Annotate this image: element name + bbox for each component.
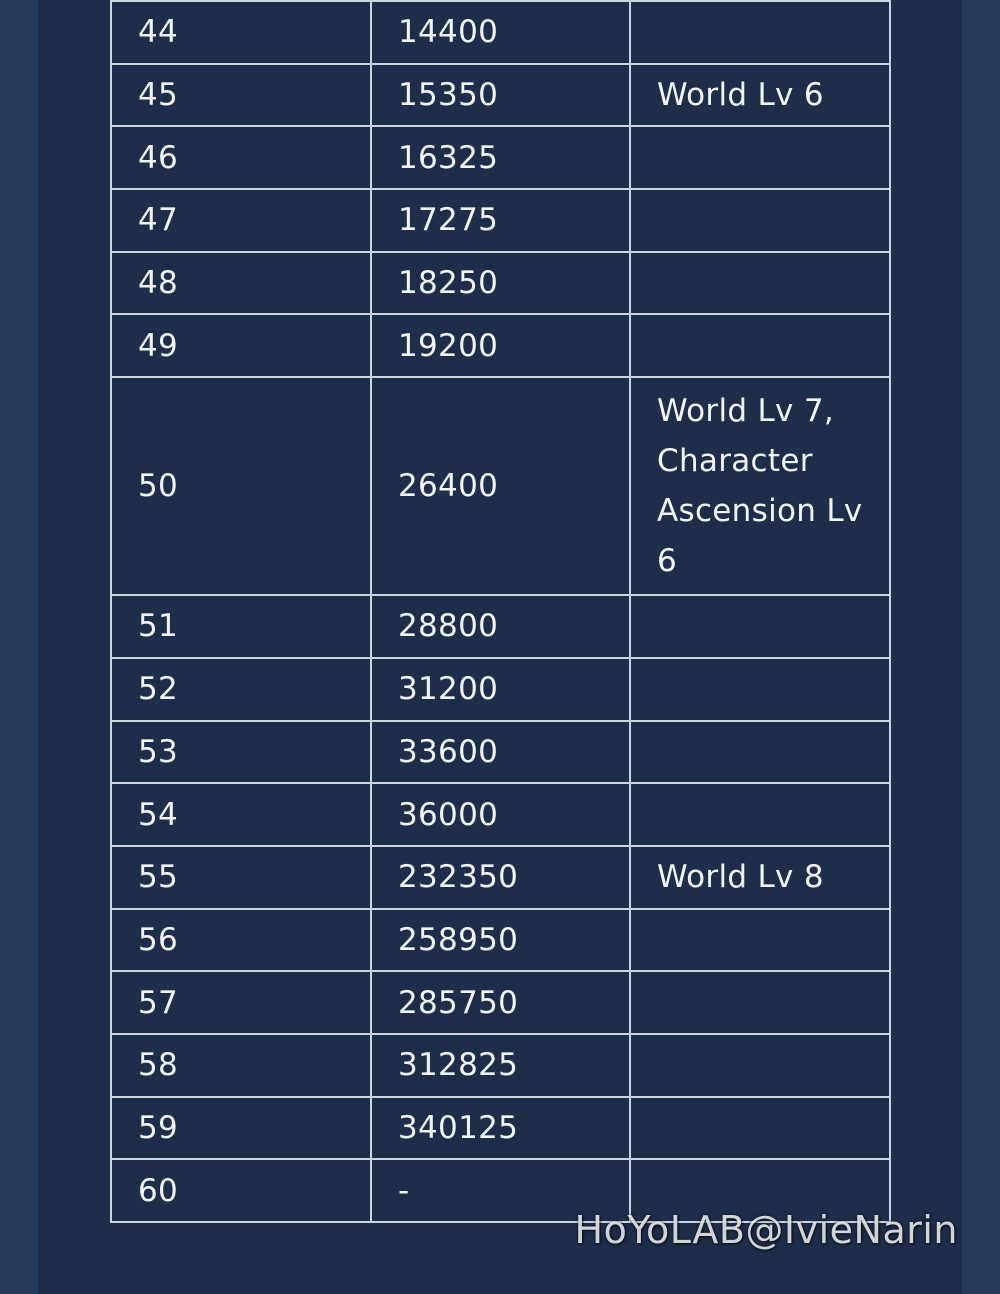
table-row — [111, 909, 890, 972]
exp-cell: 15350 — [371, 64, 630, 127]
table-row — [111, 783, 890, 846]
table-row — [111, 595, 890, 658]
note-cell: World Lv 7, Character Ascension Lv 6 — [630, 377, 890, 595]
watermark: HoYoLAB@IvieNarin — [574, 1208, 958, 1252]
note-cell — [630, 1034, 890, 1097]
note-cell — [630, 721, 890, 784]
note-cell — [630, 783, 890, 846]
level-cell: 56 — [111, 909, 371, 972]
level-cell: 52 — [111, 658, 371, 721]
note-cell: World Lv 8 — [630, 846, 890, 909]
exp-cell: 36000 — [371, 783, 630, 846]
table-row — [111, 1097, 890, 1160]
level-cell: 48 — [111, 252, 371, 315]
exp-cell: 19200 — [371, 314, 630, 377]
level-cell: 58 — [111, 1034, 371, 1097]
note-cell — [630, 1097, 890, 1160]
exp-cell: 18250 — [371, 252, 630, 315]
level-cell: 49 — [111, 314, 371, 377]
exp-cell: 312825 — [371, 1034, 630, 1097]
level-cell: 54 — [111, 783, 371, 846]
exp-cell: 26400 — [371, 377, 630, 595]
note-cell — [630, 1, 890, 64]
level-cell: 44 — [111, 1, 371, 64]
table-row — [111, 314, 890, 377]
exp-cell: - — [371, 1159, 630, 1222]
exp-cell: 14400 — [371, 1, 630, 64]
level-cell: 45 — [111, 64, 371, 127]
note-cell — [630, 658, 890, 721]
table-row — [111, 971, 890, 1034]
level-cell: 59 — [111, 1097, 371, 1160]
exp-cell: 28800 — [371, 595, 630, 658]
level-cell: 50 — [111, 377, 371, 595]
table-row — [111, 1, 890, 64]
exp-cell: 16325 — [371, 126, 630, 189]
exp-cell: 258950 — [371, 909, 630, 972]
level-cell: 60 — [111, 1159, 371, 1222]
exp-cell: 17275 — [371, 189, 630, 252]
level-cell: 51 — [111, 595, 371, 658]
note-cell: World Lv 6 — [630, 64, 890, 127]
level-cell: 46 — [111, 126, 371, 189]
note-cell — [630, 189, 890, 252]
note-cell — [630, 971, 890, 1034]
table-row — [111, 721, 890, 784]
note-cell — [630, 595, 890, 658]
note-cell — [630, 314, 890, 377]
note-cell — [630, 126, 890, 189]
level-exp-table — [110, 0, 891, 1223]
level-cell: 55 — [111, 846, 371, 909]
table-row — [111, 64, 890, 127]
table-row — [111, 1034, 890, 1097]
exp-cell: 285750 — [371, 971, 630, 1034]
exp-cell: 232350 — [371, 846, 630, 909]
note-cell — [630, 909, 890, 972]
exp-cell: 33600 — [371, 721, 630, 784]
exp-cell: 31200 — [371, 658, 630, 721]
exp-cell: 340125 — [371, 1097, 630, 1160]
level-cell: 47 — [111, 189, 371, 252]
table-row — [111, 252, 890, 315]
table-row — [111, 126, 890, 189]
table-row — [111, 658, 890, 721]
table-row — [111, 846, 890, 909]
table-row — [111, 189, 890, 252]
table-row — [111, 377, 890, 595]
level-cell: 53 — [111, 721, 371, 784]
level-cell: 57 — [111, 971, 371, 1034]
note-cell — [630, 252, 890, 315]
